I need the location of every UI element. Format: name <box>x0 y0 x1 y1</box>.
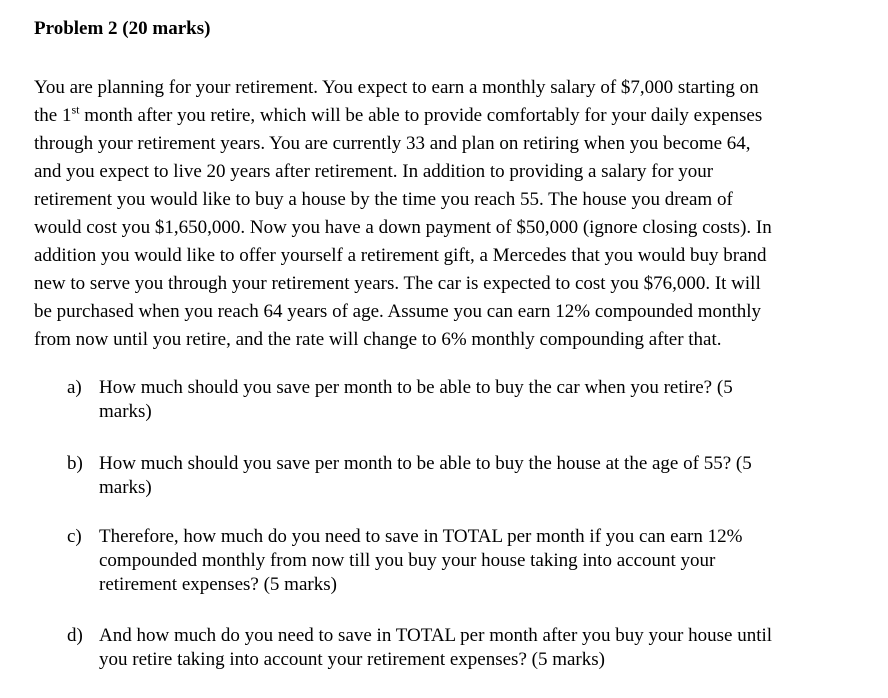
question-label: a) <box>67 377 82 398</box>
question-line: How much should you save per month to be able to buy the car when you retire? (5 <box>99 377 733 398</box>
question-text <box>99 452 752 500</box>
question-label: c) <box>67 526 82 547</box>
question-line: How much should you save per month to be able to buy the house at the age of 55? (5 <box>99 453 752 474</box>
question-label: d) <box>67 625 83 646</box>
question-line: compounded monthly from now till you buy your house taking into account your <box>99 550 716 571</box>
problem-paragraph <box>34 74 884 354</box>
paragraph-line: retirement you would like to buy a house by the time you reach 55. The house you dream of <box>34 189 733 210</box>
question-line: you retire taking into account your retirement expenses? (5 marks) <box>99 649 605 670</box>
question-line: Therefore, how much do you need to save in TOTAL per month if you can earn 12% <box>99 526 743 547</box>
paragraph-line: and you expect to live 20 years after retirement. In addition to providing a salary for your <box>34 161 714 182</box>
paragraph-line: be purchased when you reach 64 years of age. Assume you can earn 12% compounded monthly <box>34 301 762 322</box>
question-line: marks) <box>99 477 152 498</box>
paragraph-line: You are planning for your retirement. You expect to earn a monthly salary of $7,000 starting on <box>34 77 759 98</box>
paragraph-line: new to serve you through your retirement years. The car is expected to cost you $76,000. It will <box>34 273 761 294</box>
question-text <box>99 525 742 597</box>
question-text <box>99 376 733 424</box>
paragraph-line: would cost you $1,650,000. Now you have a down payment of $50,000 (ignore closing costs). In <box>34 217 772 238</box>
paragraph-line: from now until you retire, and the rate will change to 6% monthly compounding after that. <box>34 329 722 350</box>
paragraph-line: addition you would like to offer yourself a retirement gift, a Mercedes that you would buy brand <box>34 245 767 266</box>
question-line: marks) <box>99 401 152 422</box>
problem-heading: Problem 2 (20 marks) <box>34 18 211 39</box>
line-rest: month after you retire, which will be able to provide comfortably for your daily expenses <box>84 105 763 126</box>
paragraph-line <box>34 102 884 130</box>
ordinal-superscript: st <box>71 102 80 117</box>
line-prefix: the 1 <box>34 105 72 126</box>
question-label: b) <box>67 453 83 474</box>
question-line: And how much do you need to save in TOTAL per month after you buy your house until <box>99 625 773 646</box>
paragraph-line: through your retirement years. You are currently 33 and plan on retiring when you become 64, <box>34 133 751 154</box>
question-line: retirement expenses? (5 marks) <box>99 574 337 595</box>
question-text <box>99 624 772 672</box>
